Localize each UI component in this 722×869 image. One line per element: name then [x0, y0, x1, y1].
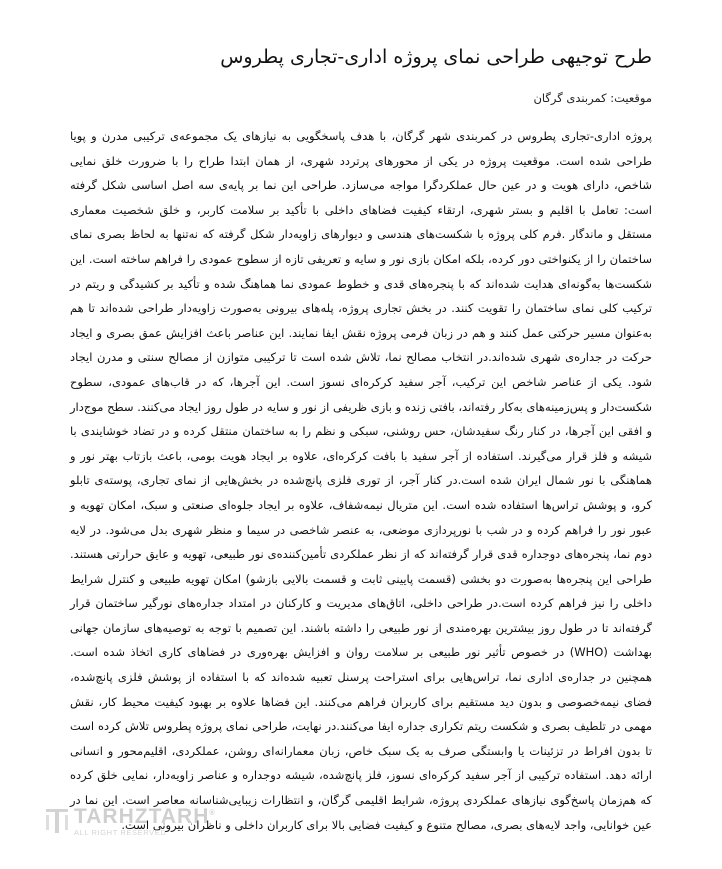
tarhztarh-logo-icon: [44, 806, 70, 836]
document-title: طرح توجیهی طراحی نمای پروژه اداری-تجاری پطروس: [220, 46, 652, 68]
watermark-registered-mark: ®: [209, 810, 216, 817]
watermark-brand: TARHZTARH: [74, 805, 210, 828]
watermark-rights: ALL RIGHT RESERVED: [74, 828, 167, 837]
watermark-logo: [44, 806, 216, 837]
description-paragraph: پروژه اداری-تجاری پطروس در کمربندی شهر گرگان، با هدف پاسخگویی به نیازهای یک مجموعه‌ی ترکیبی مدرن و پویا طراحی شده است. موقعیت پروژه در یکی از محورهای پرتردد شهری، از همان ابتدا طراح را با ضرورت خلق نمایی شاخص، دارای هویت و در عین حال عملکردگرا مواجه می‌سازد. طراحی این نما بر پایه‌ی سه اصل اساسی شکل گرفته است: تعامل با اقلیم و بستر شهری، ارتقاء کیفیت فضاهای داخلی با تأکید بر سلامت کاربر، و خلق شخصیت معماری مستقل و ماندگار .فرم کلی پروژه با شکست‌های هندسی و دیوارهای زاویه‌دار شکل گرفته که نه‌تنها به لحاظ بصری نمای ساختمان را از یکنواختی دور کرده، بلکه امکان بازی نور و سایه و تعریفی تازه از سطوح عمودی را فراهم ساخته است. این شکست‌ها به‌گونه‌ای هدایت شده‌اند که با پنجره‌های قدی و خطوط عمودی نما هماهنگ شده و تأکید بر کشیدگی و ریتم در ترکیب کلی نمای ساختمان را تقویت کنند. در بخش تجاری پروژه، پله‌های بیرونی به‌صورت زاویه‌دار طراحی شده‌اند تا هم به‌عنوان مسیر حرکتی عمل کنند و هم در زبان فرمی پروژه نقش ایفا نمایند. این عناصر باعث افزایش عمق بصری و ایجاد حرکت در جداره‌ی شهری شده‌اند.در انتخاب مصالح نما، تلاش شده است تا ترکیبی متوازن از مصالح سنتی و مدرن ایجاد شود. یکی از عناصر شاخص این ترکیب، آجر سفید کرکره‌ای نسوز است. این آجرها، که در قاب‌های عمودی، سطوح شکست‌دار و پس‌زمینه‌های به‌کار رفته‌اند، بافتی زنده و بازی ظریفی از نور و سایه در طول روز ایجاد می‌کنند. سطح موج‌دار و افقی این آجرها، در کنار رنگ سفیدشان، حس روشنی، سبکی و نظم را به ساختمان منتقل کرده و در تضاد خوشایندی با شیشه و فلز قرار می‌گیرند. استفاده از آجر سفید با بافت کرکره‌ای، علاوه بر ایجاد هویت بومی، باعث بازتاب بهتر نور و هماهنگی با نور شمال ایران شده است.در کنار آجر، از توری فلزی پانچ‌شده در بخش‌هایی از نمای تجاری، پوسته‌ی تابلو کرو، و پوشش تراس‌ها استفاده شده است. این متریال نیمه‌شفاف، علاوه بر ایجاد جلوه‌ای صنعتی و سبک، امکان تهویه و عبور نور را فراهم کرده و در شب با نورپردازی موضعی، به عنصر شاخصی در سیما و منظر شهری بدل می‌شود. در لایه دوم نما، پنجره‌های دوجداره قدی قرار گرفته‌اند که از نظر عملکردی تأمین‌کننده‌ی نور طبیعی، تهویه و عایق حرارتی هستند. طراحی این پنجره‌ها به‌صورت دو بخشی (قسمت پایینی ثابت و قسمت بالایی بازشو) امکان تهویه طبیعی و کنترل شرایط داخلی را نیز فراهم کرده است.در طراحی داخلی، اتاق‌های مدیریت و کارکنان در امتداد جداره‌های نورگیر ساختمان قرار گرفته‌اند تا در طول روز بیشترین بهره‌مندی از نور طبیعی را داشته باشند. این تصمیم با توجه به توصیه‌های سازمان جهانی بهداشت (WHO) در خصوص تأثیر نور طبیعی بر سلامت روان و افزایش بهره‌وری در فضاهای کاری اتخاذ شده است. همچنین در جداره‌ی اداری نما، تراس‌هایی برای استراحت پرسنل تعبیه شده‌اند که با استفاده از پوشش فلزی پانچ‌شده، فضای نیمه‌خصوصی و بدون دید مستقیم برای کاربران فراهم می‌کنند. این فضاها علاوه بر بهبود کیفیت محیط کار، نقش مهمی در تلطیف بصری و شکست ریتم تکراری جداره ایفا می‌کنند.در نهایت، طراحی نمای پروژه پطروس تلاش کرده است تا بدون افراط در تزئینات یا وابستگی صرف به یک سبک خاص، زبان معمارانه‌ای روشن، عملکردی، اقلیم‌محور و انسانی ارائه دهد. استفاده ترکیبی از آجر سفید کرکره‌ای نسوز، فلز پانچ‌شده، شیشه دوجداره و عناصر زاویه‌دار، نمایی خلق کرده که هم‌زمان پاسخ‌گوی نیازهای عملکردی پروژه، شرایط اقلیمی گرگان، و انتظارات زیبایی‌شناسانه معاصر است. این نما در عین خوانایی، واجد لایه‌های بصری، مصالح متنوع و کیفیت فضایی بالا برای کاربران داخلی و ناظران بیرونی است.: [70, 129, 652, 832]
project-location: موقعیت: کمربندی گرگان: [533, 91, 652, 105]
